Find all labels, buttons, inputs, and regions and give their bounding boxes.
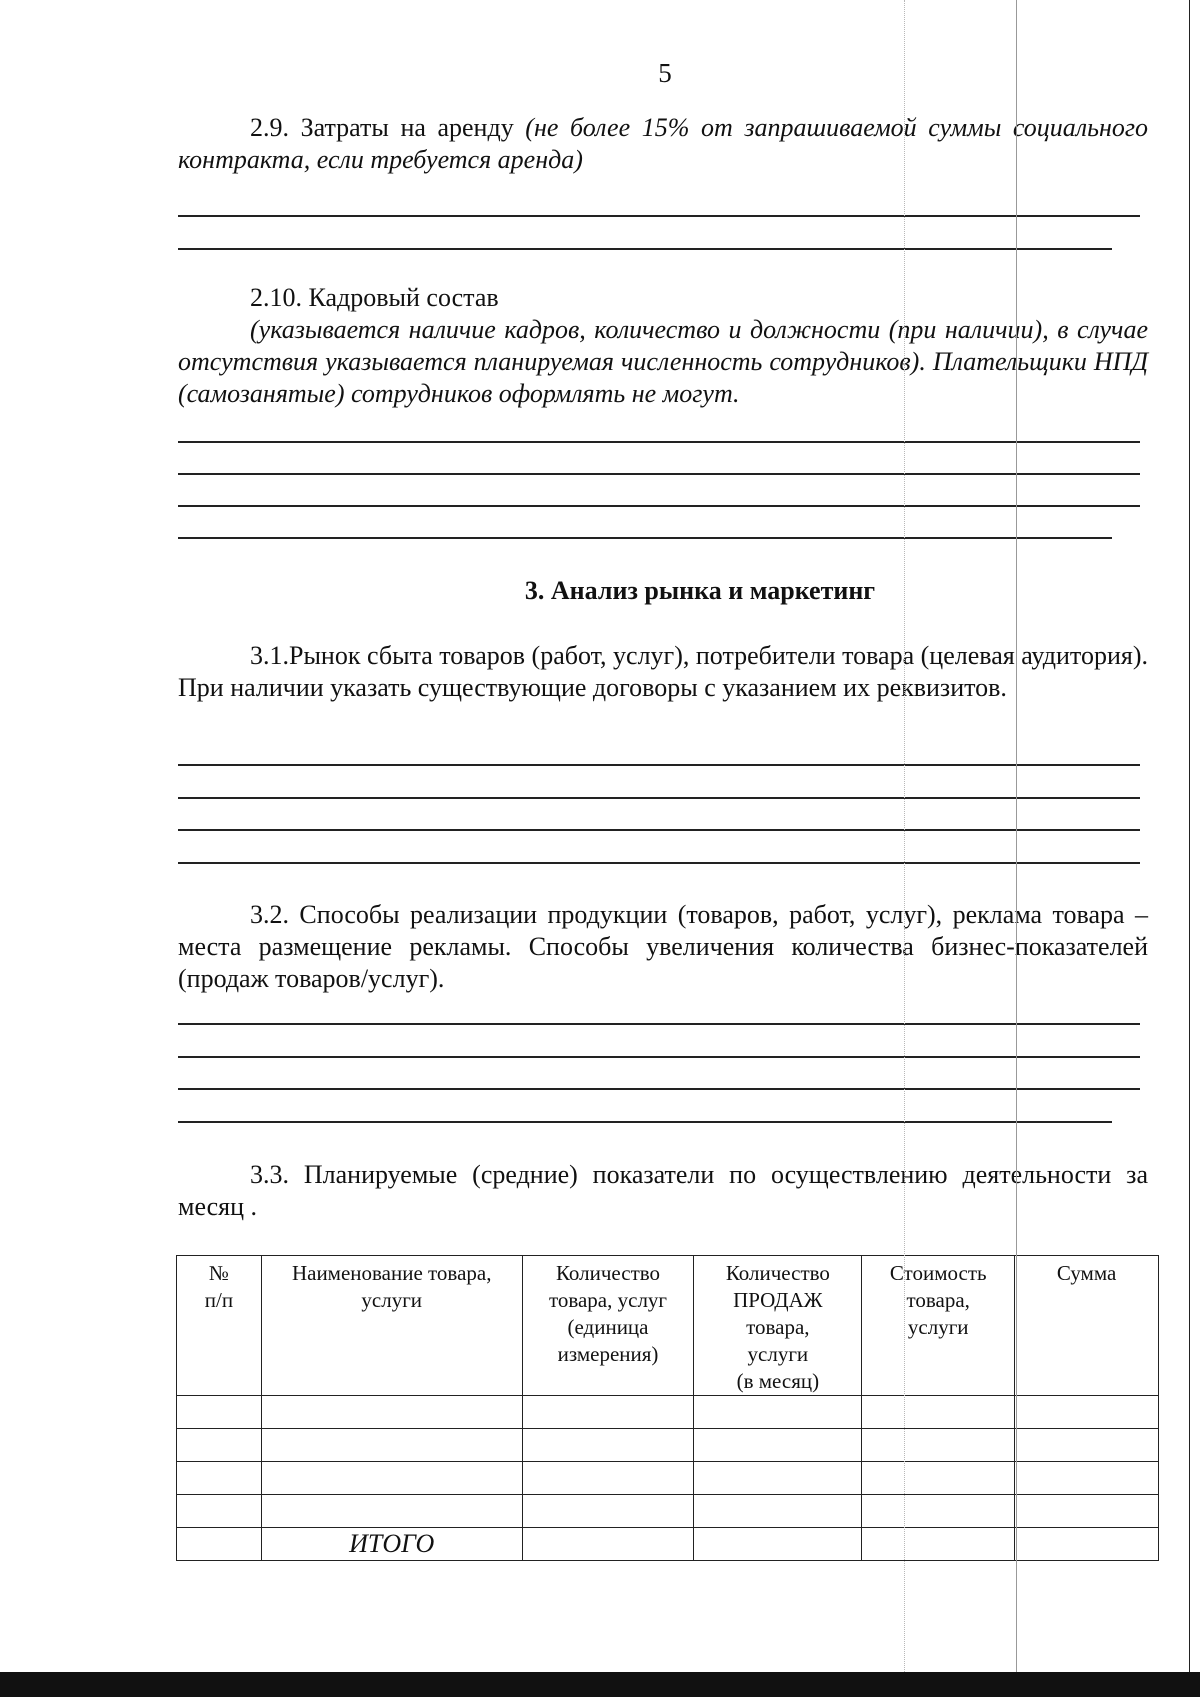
section-2-10-note: (указывается наличие кадров, количество и должности (при наличии), в случае отсутствия указывается планируемая численность сотрудников). Плательщики НПД (самозанятые) сотрудников оформлять не могут.	[178, 315, 1148, 408]
table-cell[interactable]	[261, 1462, 522, 1495]
fill-line[interactable]	[178, 829, 1140, 831]
fill-line[interactable]	[178, 764, 1140, 766]
table-cell[interactable]	[1015, 1462, 1159, 1495]
scan-artifact-edge	[1189, 0, 1190, 1680]
table-cell[interactable]	[522, 1495, 694, 1528]
table-cell[interactable]	[862, 1462, 1015, 1495]
table-cell[interactable]	[177, 1528, 262, 1561]
table-total-row	[177, 1528, 1159, 1561]
table-row	[177, 1396, 1159, 1429]
table-cell[interactable]	[694, 1495, 862, 1528]
table-row	[177, 1429, 1159, 1462]
section-2-10-title: 2.10. Кадровый состав	[250, 283, 499, 312]
table-cell[interactable]	[522, 1462, 694, 1495]
table-cell[interactable]	[177, 1462, 262, 1495]
scan-bottom-edge	[0, 1672, 1200, 1697]
header-cell-name: Наименование товара, услуги	[261, 1256, 522, 1396]
header-cell-quantity: Количество товара, услуг (единица измерения)	[522, 1256, 694, 1396]
fill-line[interactable]	[178, 215, 1140, 217]
fill-line[interactable]	[178, 537, 1112, 539]
fill-line[interactable]	[178, 1088, 1140, 1090]
section-3-1-text: 3.1.Рынок сбыта товаров (работ, услуг), потребители товара (целевая аудитория). При наличии указать существующие договоры с указанием их реквизитов.	[178, 641, 1148, 702]
table-row	[177, 1462, 1159, 1495]
table-cell[interactable]	[1015, 1528, 1159, 1561]
page-number: 5	[658, 58, 672, 88]
table-cell[interactable]	[862, 1528, 1015, 1561]
fill-line[interactable]	[178, 797, 1140, 799]
section-2-9-note: (не более 15% от запрашиваемой суммы социального контракта, если требуется аренда)	[178, 113, 1149, 174]
table-cell[interactable]	[177, 1396, 262, 1429]
section-2-9-text	[178, 112, 1148, 176]
table-cell[interactable]	[1015, 1495, 1159, 1528]
table-cell[interactable]	[177, 1495, 262, 1528]
total-label: ИТОГО	[261, 1528, 522, 1561]
section-3-heading: 3. Анализ рынка и маркетинг	[524, 576, 876, 605]
section-3-3-text: 3.3. Планируемые (средние) показатели по осуществлению деятельности за месяц .	[178, 1160, 1148, 1221]
table-cell[interactable]	[694, 1396, 862, 1429]
activity-metrics-table	[176, 1255, 1159, 1561]
table-cell[interactable]	[261, 1396, 522, 1429]
table-cell[interactable]	[522, 1528, 694, 1561]
header-cell-number: № п/п	[177, 1256, 262, 1396]
table-cell[interactable]	[862, 1429, 1015, 1462]
header-cell-sum: Сумма	[1015, 1256, 1159, 1396]
fill-line[interactable]	[178, 1121, 1112, 1123]
fill-line[interactable]	[178, 1056, 1140, 1058]
table-cell[interactable]	[177, 1429, 262, 1462]
fill-line[interactable]	[178, 248, 1112, 250]
section-3-2-text: 3.2. Способы реализации продукции (товаров, работ, услуг), реклама товара – места размещение рекламы. Способы увеличения количества бизнес-показателей (продаж товаров/услуг).	[178, 900, 1148, 993]
header-cell-price: Стоимость товара, услуги	[862, 1256, 1015, 1396]
scan-artifact-line	[1016, 0, 1017, 1680]
header-cell-sales-count: Количество ПРОДАЖ товара, услуги (в месяц)	[694, 1256, 862, 1396]
section-2-9-lead: 2.9. Затраты на аренду	[250, 113, 526, 142]
table-cell[interactable]	[1015, 1429, 1159, 1462]
table-cell[interactable]	[261, 1495, 522, 1528]
fill-line[interactable]	[178, 505, 1140, 507]
table-cell[interactable]	[522, 1429, 694, 1462]
table-cell[interactable]	[862, 1495, 1015, 1528]
table-cell[interactable]	[261, 1429, 522, 1462]
table-cell[interactable]	[862, 1396, 1015, 1429]
table-cell[interactable]	[522, 1396, 694, 1429]
table-cell[interactable]	[694, 1429, 862, 1462]
table-header-row	[177, 1256, 1159, 1396]
scan-artifact-line	[904, 0, 905, 1680]
fill-line[interactable]	[178, 1023, 1140, 1025]
fill-line[interactable]	[178, 441, 1140, 443]
table-cell[interactable]	[694, 1462, 862, 1495]
table-row	[177, 1495, 1159, 1528]
table-cell[interactable]	[1015, 1396, 1159, 1429]
table-cell[interactable]	[694, 1528, 862, 1561]
fill-line[interactable]	[178, 862, 1140, 864]
fill-line[interactable]	[178, 473, 1140, 475]
